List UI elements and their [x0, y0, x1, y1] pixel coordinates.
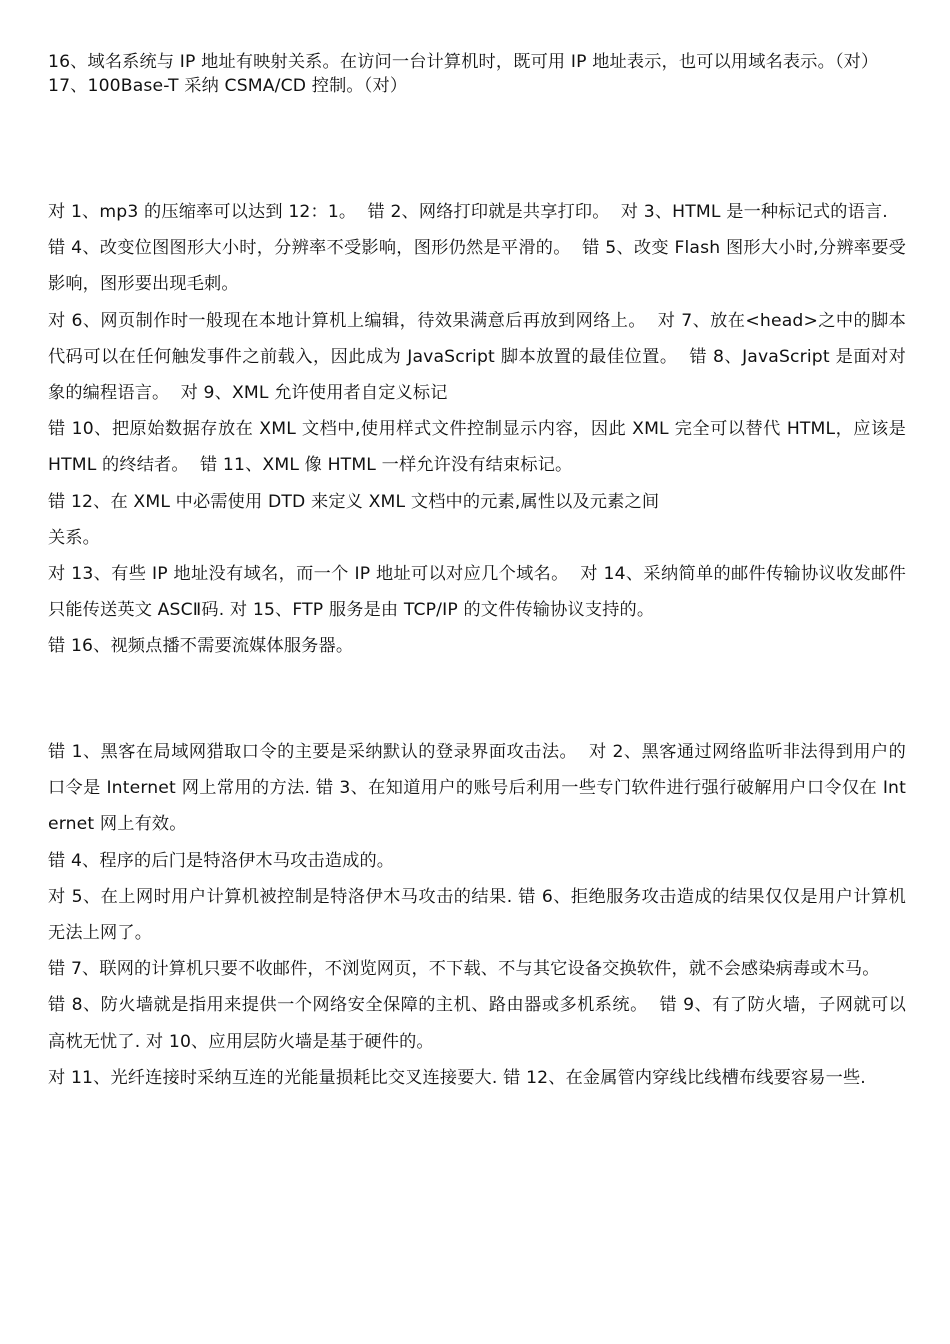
statement-paragraph: 16、域名系统与 IP 地址有映射关系。在访问一台计算机时，既可用 IP 地址表示，也可以用域名表示。（对） — [48, 52, 879, 72]
statement-paragraph: 17、100Base-T 采纳 CSMA/CD 控制。（对） — [48, 76, 408, 96]
statement-paragraph: 错 4、改变位图图形大小时，分辨率不受影响，图形仍然是平滑的。 错 5、改变 Flash 图形大小时,分辨率要受影响，图形要出现毛刺。 — [48, 238, 906, 295]
statement-paragraph: 错 16、视频点播不需要流媒体服务器。 — [48, 636, 354, 657]
statement-paragraph: 对 11、光纤连接时采纳互连的光能量损耗比交叉连接要大. 错 12、在金属管内穿线比线槽布线要容易一些. — [48, 1067, 866, 1088]
statement-paragraph: 对 5、在上网时用户计算机被控制是特洛伊木马攻击的结果. 错 6、拒绝服务攻击造成的结果仅仅是用户计算机无法上网了。 — [48, 886, 906, 944]
section-web-multimedia — [48, 194, 912, 665]
statement-paragraph: 错 10、把原始数据存放在 XML 文档中,使用样式文件控制显示内容，因此 XML 完全可以替代 HTML，应该是 HTML 的终结者。 错 11、XML 像 HTML 一样允许没有结束标记。 — [48, 419, 912, 476]
statement-paragraph: 对 13、有些 IP 地址没有域名，而一个 IP 地址可以对应几个域名。 对 14、采纳简单的邮件传输协议收发邮件只能传送英文 ASCⅡ码. 对 15、FTP 服务是由 TCP/IP 的文件传输协议支持的。 — [48, 564, 906, 621]
statement-paragraph: 对 1、mp3 的压缩率可以达到 12：1。 错 2、网络打印就是共享打印。 对 3、HTML 是一种标记式的语言. — [48, 202, 888, 222]
section-network-security — [48, 734, 906, 1096]
statement-paragraph: 错 1、黑客在局域网猎取口令的主要是采纳默认的登录界面攻击法。 对 2、黑客通过网络监听非法得到用户的口令是 Internet 网上常用的方法. 错 3、在知道用户的账号后利用一些专门软件进行强行破解用户口令仅在 Internet 网上有效。 — [48, 742, 906, 835]
statement-paragraph: 错 8、防火墙就是指用来提供一个网络安全保障的主机、路由器或多机系统。 错 9、有了防火墙，子网就可以高枕无忧了. 对 10、应用层防火墙是基于硬件的。 — [48, 995, 906, 1052]
statement-paragraph: 错 7、联网的计算机只要不收邮件，不浏览网页，不下载、不与其它设备交换软件，就不会感染病毒或木马。 — [48, 959, 880, 980]
statement-paragraph: 错 12、在 XML 中必需使用 DTD 来定义 XML 文档中的元素,属性以及元素之间 关系。 — [48, 491, 660, 548]
statement-paragraph: 对 6、网页制作时一般现在本地计算机上编辑，待效果满意后再放到网络上。 对 7、放在<head>之中的脚本代码可以在任何触发事件之前载入，因此成为 JavaScript 脚本放置的最佳位置。 错 8、JavaScript 是面对对象的编程语言。 对 9、XML 允许使用者自定义标记 — [48, 310, 906, 404]
statement-paragraph: 错 4、程序的后门是特洛伊木马攻击造成的。 — [48, 850, 395, 871]
section-network-addressing — [48, 50, 906, 98]
